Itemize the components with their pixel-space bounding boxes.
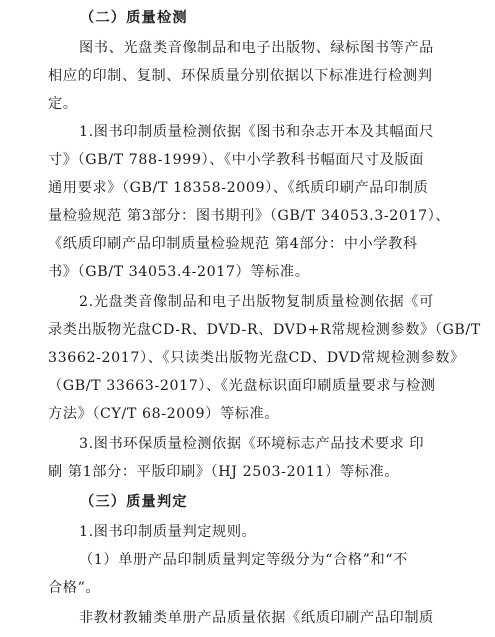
paragraph-line: 合格”。 [48,580,101,596]
paragraph-line: 1.图书印制质量判定规则。 [79,524,257,540]
paragraph-line: 刷 第1部分：平版印刷》（HJ 2503-2011）等标准。 [48,464,400,480]
section-heading-quality-judgment: （三）质量判定 [80,494,188,510]
paragraph-line: 相应的印制、复制、环保质量分别依据以下标准进行检测判 [48,68,433,84]
paragraph-line: 通用要求》（GB/T 18358-2009）、《纸质印刷产品印制质 [48,180,429,196]
paragraph-line: （GB/T 33663-2017）、《光盘标识面印刷质量要求与检测 [48,378,436,394]
section-heading-quality-inspection: （二）质量检测 [80,10,188,26]
paragraph-line: 1.图书印制质量检测依据《图书和杂志开本及其幅面尺 [79,124,434,140]
paragraph-line: 3.图书环保质量检测依据《环境标志产品技术要求 印 [79,436,425,452]
paragraph-line: 录类出版物光盘CD-R、DVD-R、DVD+R常规检测参数》（GB/T [48,322,481,338]
paragraph-line: 定。 [48,96,78,112]
paragraph-line: 书》（GB/T 34053.4-2017）等标准。 [48,264,310,280]
paragraph-line: 2.光盘类音像制品和电子出版物复制质量检测依据《可 [79,294,434,310]
paragraph-line: 方法》（CY/T 68-2009）等标准。 [48,406,280,422]
paragraph-line: （1）单册产品印制质量判定等级分为“合格”和“不 [79,552,408,568]
paragraph-line: 寸》（GB/T 788-1999）、《中小学教科书幅面尺寸及版面 [48,152,424,168]
paragraph-line: 图书、光盘类音像制品和电子出版物、绿标图书等产品 [79,40,434,56]
paragraph-line: 量检验规范 第3部分：图书期刊》（GB/T 34053.3-2017）、 [48,208,451,224]
paragraph-line: 非教材教辅类单册产品质量依据《纸质印刷产品印制质 [79,610,434,626]
paragraph-line: 《纸质印刷产品印制质量检验规范 第4部分：中小学教科 [48,236,418,252]
paragraph-line: 33662-2017）、《只读类出版物光盘CD、DVD常规检测参数》 [48,350,465,366]
